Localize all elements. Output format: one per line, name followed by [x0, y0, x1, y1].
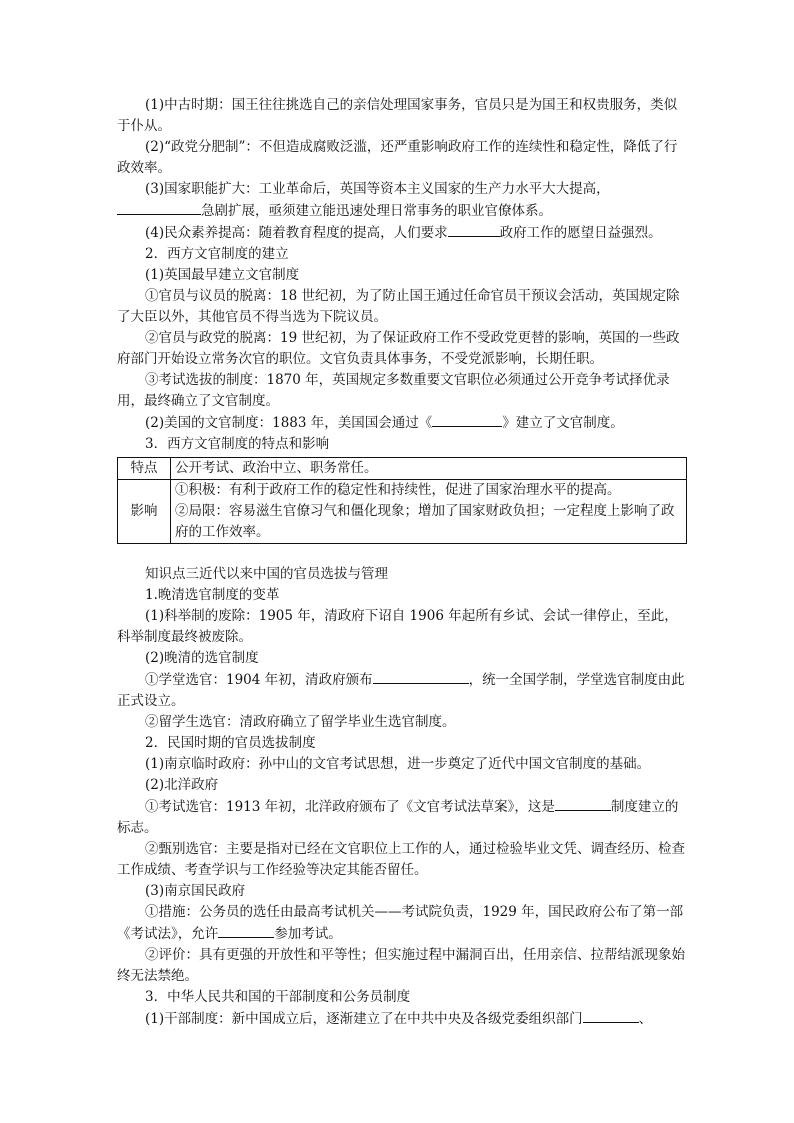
- fill-blank-7[interactable]: [583, 1008, 639, 1023]
- section-3-title: 3．西方文官制度的特点和影响: [145, 436, 330, 452]
- k2-evaluation: ②评价：具有更强的开放性和平等性；但实施过程中漏洞百出，任用亲信、拉帮结派现象始终无法禁绝。: [117, 947, 685, 984]
- us-pre-text: (2)美国的文官制度：1883 年，美国国会通过《: [145, 415, 433, 431]
- fill-blank-1[interactable]: [117, 200, 201, 215]
- table-cell-features: 公开考试、政治中立、职务常任。: [171, 458, 687, 480]
- k3-cadre-system: [117, 1008, 687, 1030]
- p4-pre-text: (4)民众素养提高：随着教育程度的提高，人们要求: [145, 225, 448, 241]
- us-post-text: 》建立了文官制度。: [502, 415, 624, 431]
- p4-post-text: 政府工作的愿望日益强烈。: [499, 225, 662, 241]
- k2-p3-post-text: 制度建立的标志。: [117, 799, 679, 836]
- k1-title: 1.晚清选官制度的变革: [145, 587, 280, 603]
- k1-exam-abolition: (1)科举制的废除：1905 年，清政府下诏自 1906 年起所有乡试、会试一律停止，至此，科举制度最终被废除。: [117, 608, 678, 645]
- k1-late-qing-subtitle: (2)晚清的选官制度: [145, 650, 259, 666]
- impact-positive: ①积极：有利于政府工作的稳定性和持续性，促进了国家治理水平的提高。: [175, 482, 621, 498]
- paragraph-state-functions: [117, 179, 687, 222]
- k3-p1-pre-text: (1)干部制度：新中国成立后，逐渐建立了在中共中央及各级党委组织部门: [145, 1011, 583, 1027]
- fill-blank-2[interactable]: [448, 222, 500, 237]
- k1-p3-post-text: ，统一全国学制，学堂选官制度由此正式设立。: [117, 672, 685, 709]
- k2-p6-post-text: 参加考试。: [274, 926, 342, 942]
- p3-pre-text: (3)国家职能扩大：工业革命后，英国等资本主义国家的生产力水平大大提高，: [145, 181, 610, 197]
- table-row: [118, 458, 687, 480]
- k2-nanjing-provisional: (1)南京临时政府：孙中山的文官考试思想，进一步奠定了近代中国文官制度的基础。: [145, 756, 651, 772]
- document-body: [117, 95, 687, 1030]
- k2-measures: [117, 902, 687, 945]
- table-label-impact: 影响: [118, 480, 171, 544]
- k2-screening-selection: ②甄别选官：主要是指对已经在文官职位上工作的人，通过检验毕业文凭、调查经历、检查工作成绩、考查学识与工作经验等决定其能否留任。: [117, 841, 685, 878]
- paragraph-public-literacy: [117, 222, 687, 244]
- k1-school-selection: [117, 669, 687, 712]
- k1-overseas-students: ②留学生选官：清政府确立了留学毕业生选官制度。: [145, 714, 456, 730]
- k3-p1-post-text: 、: [638, 1011, 653, 1027]
- fill-blank-3[interactable]: [432, 412, 502, 427]
- table-label-features: 特点: [118, 458, 171, 480]
- k2-p3-pre-text: ①考试选官：1913 年初，北洋政府颁布了《文官考试法草案》，这是: [145, 799, 555, 815]
- k3-title: 3．中华人民共和国的干部制度和公务员制度: [145, 989, 411, 1005]
- k2-title: 2．民国时期的官员选拔制度: [145, 735, 316, 751]
- k2-p6-pre-text: ①措施：公务员的选任由最高考试机关——考试院负责，1929 年，国民政府公布了第一部《考试法》，允许: [117, 904, 684, 942]
- fill-blank-6[interactable]: [218, 923, 274, 938]
- features-table: [117, 457, 687, 544]
- section-2-title: 2．西方文官制度的建立: [145, 246, 289, 262]
- paragraph-us-civil-service: [117, 412, 687, 434]
- uk-item-1: ①官员与议员的脱离：18 世纪初，为了防止国王通过任命官员干预议会活动，英国规定除了大臣以外，其他官员不得当选为下院议员。: [117, 288, 680, 325]
- uk-item-3: ③考试选拔的制度：1870 年，英国规定多数重要文官职位必须通过公开竞争考试择优录用，最终确立了文官制度。: [117, 372, 670, 409]
- k1-p3-pre-text: ①学堂选官：1904 年初，清政府颁布: [145, 672, 373, 688]
- section-2-subtitle-uk: (1)英国最早建立文官制度: [145, 267, 300, 283]
- k2-exam-selection: [117, 796, 687, 839]
- p3-post-text: 急剧扩展，亟须建立能迅速处理日常事务的职业官僚体系。: [201, 203, 552, 219]
- paragraph-medieval: (1)中古时期：国王往往挑选自己的亲信处理国家事务，官员只是为国王和权贵服务，类似于仆从。: [117, 97, 678, 134]
- table-row: [118, 480, 687, 544]
- impact-negative: ②局限：容易滋生官僚习气和僵化现象；增加了国家财政负担；一定程度上影响了政府的工作效率。: [175, 503, 675, 540]
- fill-blank-4[interactable]: [373, 669, 469, 684]
- knowledge-point-3-title: 知识点三近代以来中国的官员选拔与管理: [145, 566, 388, 582]
- uk-item-2: ②官员与政党的脱离：19 世纪初，为了保证政府工作不受政党更替的影响，英国的一些政府部门开始设立常务次官的职位。文官负责具体事务，不受党派影响，长期任职。: [117, 330, 680, 367]
- table-cell-impact: [171, 480, 687, 544]
- paragraph-spoils-system: (2)“政党分肥制”：不但造成腐败泛滥，还严重影响政府工作的连续性和稳定性，降低了行政效率。: [117, 139, 678, 176]
- k2-nationalist-subtitle: (3)南京国民政府: [145, 883, 246, 899]
- k2-beiyang-subtitle: (2)北洋政府: [145, 777, 219, 793]
- fill-blank-5[interactable]: [555, 796, 611, 811]
